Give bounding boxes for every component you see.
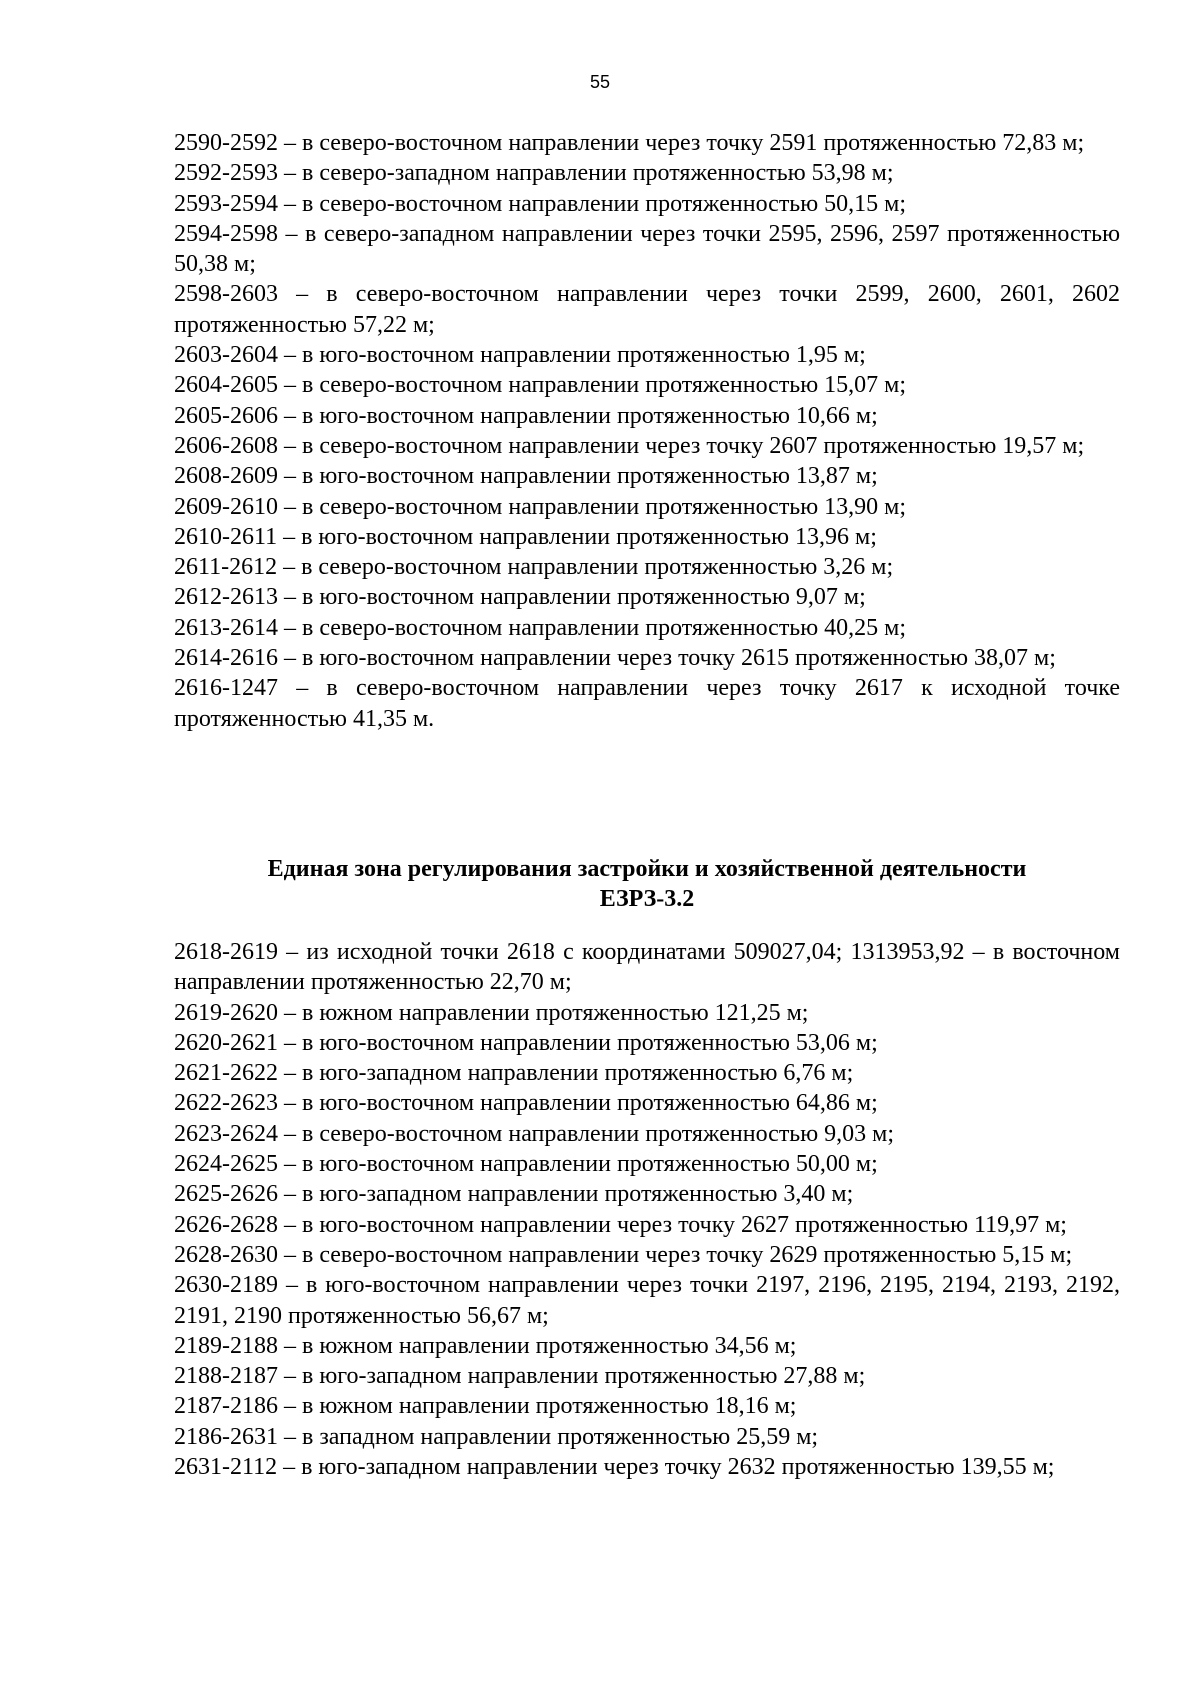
boundary-segment: 2618-2619 – из исходной точки 2618 с координатами 509027,04; 1313953,92 – в восточном направлении протяженностью 22,70 м; [174,939,1120,996]
boundary-segment: 2592-2593 – в северо-западном направлении протяженностью 53,98 м; [174,160,894,187]
boundary-segment: 2604-2605 – в северо-восточном направлении протяженностью 15,07 м; [174,372,907,399]
boundary-segment: 2606-2608 – в северо-восточном направлении через точку 2607 протяженностью 19,57 м; [174,432,1085,459]
boundary-segment: 2623-2624 – в северо-восточном направлении протяженностью 9,03 м; [174,1120,895,1147]
boundary-segment: 2621-2622 – в юго-западном направлении протяженностью 6,76 м; [174,1060,854,1087]
boundary-description-section-2 [174,937,1120,1482]
boundary-segment: 2631-2112 – в юго-западном направлении через точку 2632 протяженностью 139,55 м; [174,1454,1055,1481]
boundary-segment: 2625-2626 – в юго-западном направлении протяженностью 3,40 м; [174,1181,854,1208]
boundary-segment: 2593-2594 – в северо-восточном направлении протяженностью 50,15 м; [174,190,907,217]
boundary-segment: 2628-2630 – в северо-восточном направлении через точку 2629 протяженностью 5,15 м; [174,1241,1073,1268]
boundary-segment: 2619-2620 – в южном направлении протяженностью 121,25 м; [174,999,809,1026]
boundary-segment: 2608-2609 – в юго-восточном направлении протяженностью 13,87 м; [174,463,878,490]
boundary-segment: 2620-2621 – в юго-восточном направлении протяженностью 53,06 м; [174,1029,878,1056]
page-number: 55 [589,72,611,92]
boundary-segment: 2603-2604 – в юго-восточном направлении протяженностью 1,95 м; [174,342,866,369]
boundary-segment: 2613-2614 – в северо-восточном направлении протяженностью 40,25 м; [174,614,907,641]
boundary-segment: 2612-2613 – в юго-восточном направлении протяженностью 9,07 м; [174,584,866,611]
boundary-segment: 2605-2606 – в юго-восточном направлении протяженностью 10,66 м; [174,402,878,429]
boundary-segment: 2189-2188 – в южном направлении протяженностью 34,56 м; [174,1332,797,1359]
boundary-segment: 2616-1247 – в северо-восточном направлении через точку 2617 к исходной точке протяженностью 41,35 м. [174,675,1120,732]
boundary-segment: 2186-2631 – в западном направлении протяженностью 25,59 м; [174,1423,819,1450]
boundary-segment: 2622-2623 – в юго-восточном направлении протяженностью 64,86 м; [174,1090,878,1117]
boundary-segment: 2188-2187 – в юго-западном направлении протяженностью 27,88 м; [174,1363,866,1390]
boundary-segment: 2610-2611 – в юго-восточном направлении протяженностью 13,96 м; [174,523,877,550]
boundary-segment: 2594-2598 – в северо-западном направлении через точки 2595, 2596, 2597 протяженностью 50,38 м; [174,220,1120,278]
boundary-segment: 2590-2592 – в северо-восточном направлении через точку 2591 протяженностью 72,83 м; [174,130,1085,156]
boundary-segment: 2630-2189 – в юго-восточном направлении через точки 2197, 2196, 2195, 2194, 2193, 2192, 2191, 2190 протяженностью 56,67 м; [174,1272,1120,1329]
boundary-segment: 2598-2603 – в северо-восточном направлении через точки 2599, 2600, 2601, 2602 протяженностью 57,22 м; [174,281,1120,338]
boundary-segment: 2624-2625 – в юго-восточном направлении протяженностью 50,00 м; [174,1151,878,1178]
boundary-segment: 2614-2616 – в юго-восточном направлении через точку 2615 протяженностью 38,07 м; [174,645,1056,672]
boundary-segment: 2611-2612 – в северо-восточном направлении протяженностью 3,26 м; [174,554,894,581]
boundary-segment: 2187-2186 – в южном направлении протяженностью 18,16 м; [174,1393,797,1420]
section-heading-code: ЕЗРЗ-3.2 [599,886,695,912]
boundary-segment: 2626-2628 – в юго-восточном направлении через точку 2627 протяженностью 119,97 м; [174,1211,1067,1238]
boundary-description-section-1 [174,128,1120,734]
section-heading-title: Единая зона регулирования застройки и хозяйственной деятельности [267,856,1027,882]
section-heading [174,854,1120,914]
boundary-segment: 2609-2610 – в северо-восточном направлении протяженностью 13,90 м; [174,493,907,520]
